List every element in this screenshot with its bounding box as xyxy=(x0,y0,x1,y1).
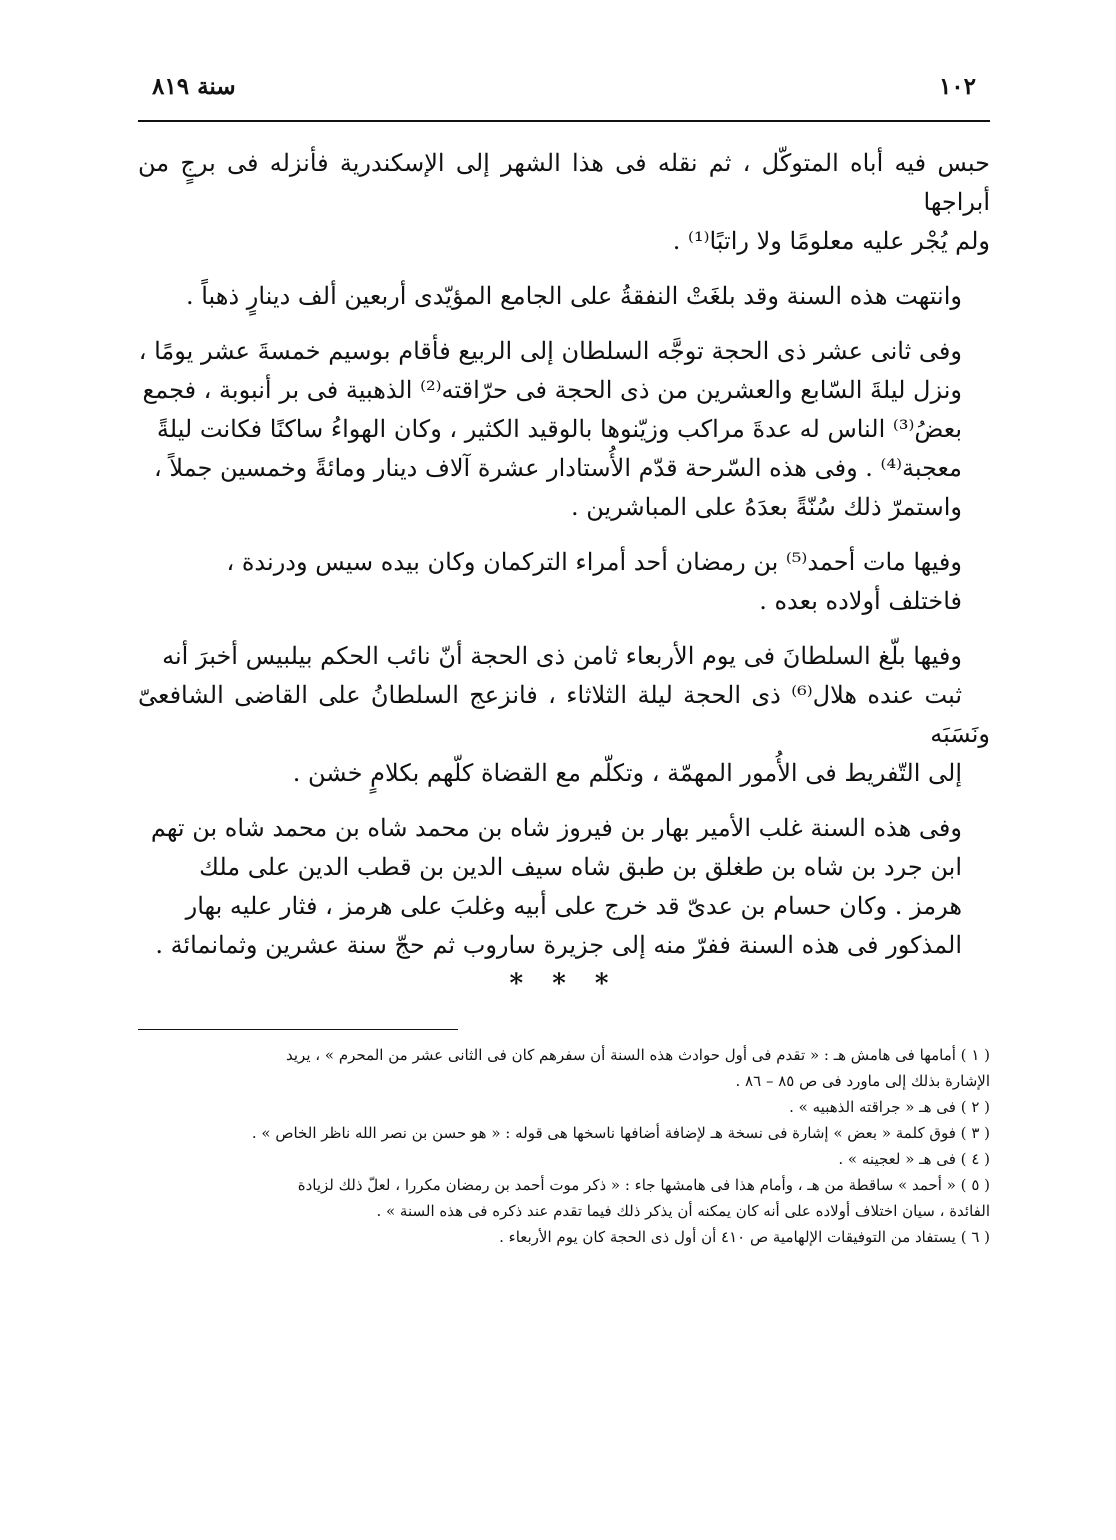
section-separator: * * * xyxy=(509,969,619,999)
footnote-line: ( ١ ) أمامها فى هامش هـ : « تقدم فى أول حوادث هذه السنة أن سفرهم كان فى الثانى عشر من المحرم » ، يريد xyxy=(286,1046,990,1064)
text-line: وفى هذه السنة غلب الأمير بهار بن فيروز شاه بن محمد شاه بن محمد شاه بن تهم xyxy=(150,814,962,842)
main-text xyxy=(138,144,990,965)
footnote-line: ( ٢ ) فى هـ « جراقته الذهبيه » . xyxy=(789,1098,990,1116)
text-line: وفيها مات أحمد⁽⁵⁾ بن رمضان أحد أمراء التركمان وكان بيده سيس ودرندة ، xyxy=(226,548,962,576)
footnote-line: الإشارة بذلك إلى ماورد فى ص ٨٥ – ٨٦ . xyxy=(735,1072,990,1090)
header-rule xyxy=(138,120,990,122)
text-line: ابن جرد بن شاه بن طغلق بن طبق شاه سيف الدين بن قطب الدين على ملك xyxy=(199,853,962,881)
paragraph xyxy=(138,144,990,261)
text-line: ولم يُجْر عليه معلومًا ولا راتبًا⁽¹⁾ . xyxy=(672,227,990,255)
footnote-line: ( ٤ ) فى هـ « لعجينه » . xyxy=(838,1150,990,1168)
text-line: المذكور فى هذه السنة ففرّ منه إلى جزيرة ساروب ثم حجّ سنة عشرين وثمانمائة . xyxy=(155,931,962,959)
text-line: حبس فيه أباه المتوكّل ، ثم نقله فى هذا الشهر إلى الإسكندرية فأنزله فى برجٍ من أبراجها xyxy=(138,149,990,216)
footnote xyxy=(138,1224,990,1250)
paragraph xyxy=(138,332,990,527)
text-line: وفيها بلّغ السلطانَ فى يوم الأربعاء ثامن ذى الحجة أنّ نائب الحكم بيلبيس أخبرَ أنه xyxy=(162,642,962,670)
footnote xyxy=(138,1172,990,1224)
paragraph xyxy=(138,277,990,316)
footnote xyxy=(138,1120,990,1146)
text-line: فاختلف أولاده بعده . xyxy=(759,587,962,615)
text-line: وفى ثانى عشر ذى الحجة توجَّه السلطان إلى الربيع فأقام بوسيم خمسةَ عشر يومًا ، xyxy=(138,337,962,365)
page-number: ١٠٢ xyxy=(938,73,976,100)
text-line: وانتهت هذه السنة وقد بلغَتْ النفقةُ على الجامع المؤيّدى أربعين ألف دينارٍ ذهباً . xyxy=(185,282,962,310)
footnote-line: ( ٥ ) « أحمد » ساقطة من هـ ، وأمام هذا فى هامشها جاء : « ذكر موت أحمد بن رمضان مكررا ، لعلّ ذلك لزيادة xyxy=(297,1176,990,1194)
footnote xyxy=(138,1146,990,1172)
footnote xyxy=(138,1042,990,1094)
footnotes xyxy=(138,1042,990,1250)
text-line: بعضُ⁽³⁾ الناس له عدةَ مراكب وزيّنوها بالوقيد الكثير ، وكان الهواءُ ساكنًا فكانت ليلةً xyxy=(156,415,962,443)
running-header xyxy=(138,66,990,100)
paragraph xyxy=(138,809,990,965)
text-line: ثبت عنده هلال⁽⁶⁾ ذى الحجة ليلة الثلاثاء ، فانزعج السلطانُ على القاضى الشافعىّ ونَسَبَه xyxy=(138,681,990,748)
text-line: ونزل ليلةَ السّابع والعشرين من ذى الحجة فى حرّاقته⁽²⁾ الذهبية فى بر أنبوبة ، فجمع xyxy=(142,376,962,404)
text-line: معجبة⁽⁴⁾ . وفى هذه السّرحة قدّم الأُستادار عشرة آلاف دينار ومائةً وخمسين جملاً ، xyxy=(154,454,962,482)
paragraph xyxy=(138,543,990,621)
running-title: سنة ٨١٩ xyxy=(152,73,236,100)
text-line: واستمرّ ذلك سُنّةً بعدَهُ على المباشرين . xyxy=(571,493,962,521)
footnote-rule xyxy=(138,1029,458,1030)
footnote-line: الفائدة ، سيان اختلاف أولاده على أنه كان يمكنه أن يذكر ذلك فيما تقدم عند ذكره فى هذه السنة » . xyxy=(376,1202,990,1220)
footnote-line: ( ٦ ) يستفاد من التوفيقات الإلهامية ص ٤١٠ أن أول ذى الحجة كان يوم الأربعاء . xyxy=(499,1228,990,1246)
footnote-line: ( ٣ ) فوق كلمة « بعض » إشارة فى نسخة هـ لإضافة أضافها ناسخها هى قوله : « هو حسن بن نصر الله ناظر الخاص » . xyxy=(251,1124,990,1142)
text-line: هرمز . وكان حسام بن عدىّ قد خرج على أبيه وغلبَ على هرمز ، فثار عليه بهار xyxy=(185,892,962,920)
footnote xyxy=(138,1094,990,1120)
paragraph xyxy=(138,637,990,793)
text-line: إلى التّفريط فى الأُمور المهمّة ، وتكلّم مع القضاة كلّهم بكلامٍ خشن . xyxy=(292,759,962,787)
